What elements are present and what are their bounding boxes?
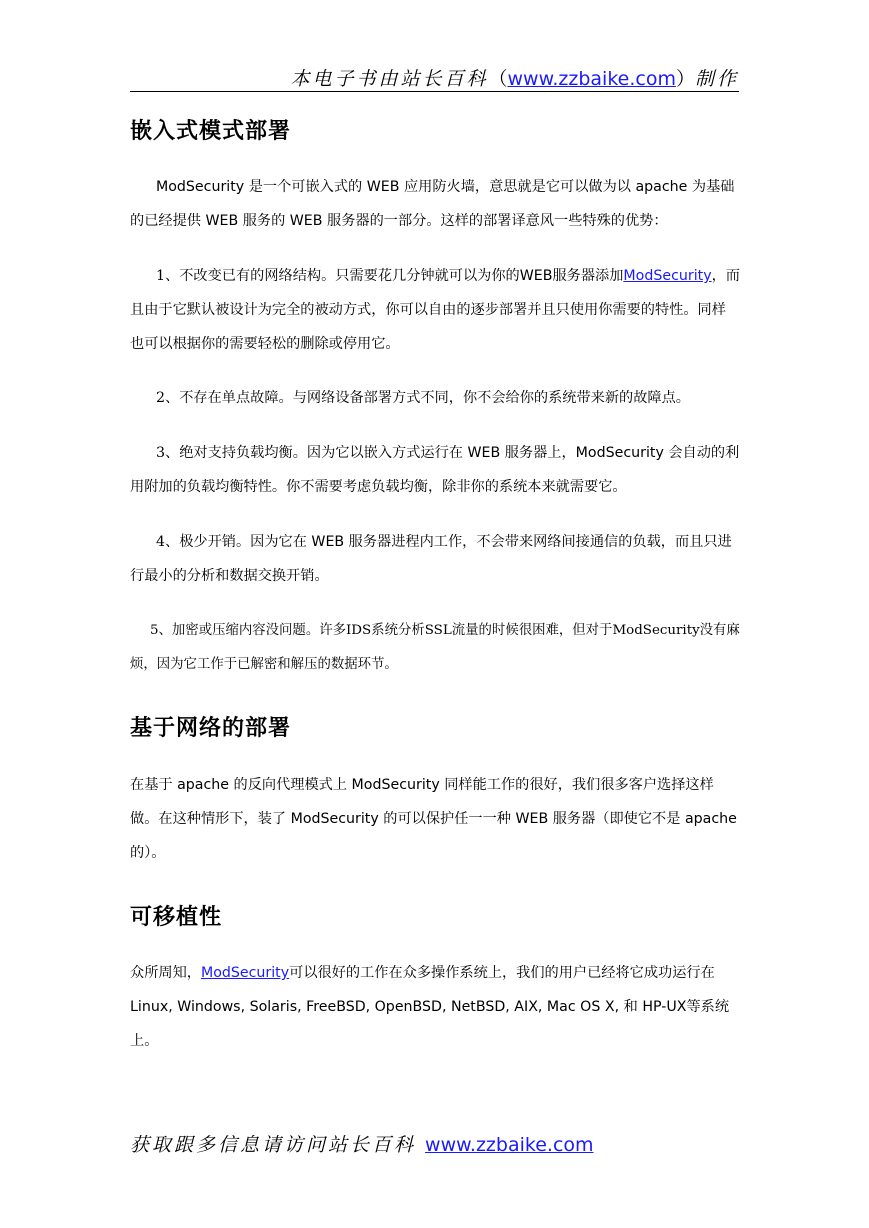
header-rule bbox=[130, 91, 739, 92]
section-title-portability: 可移植性 bbox=[130, 905, 223, 930]
page-footer bbox=[130, 1130, 594, 1157]
advantage-item-4: 4、极少开销。因为它在 WEB 服务器进程内工作，不会带来网络间接通信的负载，而且只进行最小的分析和数据交换开销。 bbox=[130, 534, 732, 584]
footer-text: 获取跟多信息请访问站长百科 bbox=[130, 1134, 426, 1156]
modsecurity-link[interactable]: ModSecurity bbox=[623, 268, 712, 284]
header-close-paren: ） bbox=[675, 68, 695, 90]
footer-site-link[interactable]: www.zzbaike.com bbox=[425, 1134, 594, 1156]
advantage-item-3: 3、绝对支持负载均衡。因为它以嵌入方式运行在 WEB 服务器上，ModSecurity 会自动的利用附加的负载均衡特性。你不需要考虑负载均衡，除非你的系统本来就需要它。 bbox=[130, 445, 740, 495]
advantage-item-1: 1、不改变已有的网络结构。只需要花几分钟就可以为你的WEB服务器添加ModSecurity，而且由于它默认被设计为完全的被动方式，你可以自由的逐步部署并且只使用你需要的特性。同样也可以根据你的需要轻松的删除或停用它。 bbox=[130, 268, 740, 352]
header-open-paren: （ bbox=[488, 68, 508, 90]
advantage-item-2: 2、不存在单点故障。与网络设备部署方式不同，你不会给你的系统带来新的故障点。 bbox=[156, 390, 690, 406]
page-header bbox=[130, 64, 739, 91]
header-suffix: 制作 bbox=[694, 68, 739, 90]
modsecurity-link-2[interactable]: ModSecurity bbox=[200, 965, 290, 981]
embedded-intro-paragraph: ModSecurity 是一个可嵌入式的 WEB 应用防火墙，意思就是它可以做为以 apache 为基础的已经提供 WEB 服务的 WEB 服务器的一部分。这样的部署译意风一些特殊的优势： bbox=[130, 179, 735, 229]
portability-paragraph: 众所周知，ModSecurity可以很好的工作在众多操作系统上，我们的用户已经将它成功运行在Linux, Windows, Solaris, FreeBSD, OpenBSD, NetBSD, AIX, Mac OS X, 和 HP-UX等系统上。 bbox=[130, 965, 730, 1049]
header-text: 本电子书由站长百科 bbox=[290, 68, 489, 90]
network-paragraph: 在基于 apache 的反向代理模式上 ModSecurity 同样能工作的很好，我们很多客户选择这样做。在这种情形下，装了 ModSecurity 的可以保护任一一种 WEB 服务器（即使它不是 apache 的）。 bbox=[130, 777, 737, 861]
section-title-network: 基于网络的部署 bbox=[130, 716, 292, 741]
section-title-embedded: 嵌入式模式部署 bbox=[130, 119, 292, 144]
advantage-item-5: 5、加密或压缩内容没问题。许多IDS系统分析SSL流量的时候很困难，但对于ModSecurity没有麻烦，因为它工作于已解密和解压的数据环节。 bbox=[130, 623, 740, 672]
header-site-link[interactable]: www.zzbaike.com bbox=[507, 68, 676, 90]
